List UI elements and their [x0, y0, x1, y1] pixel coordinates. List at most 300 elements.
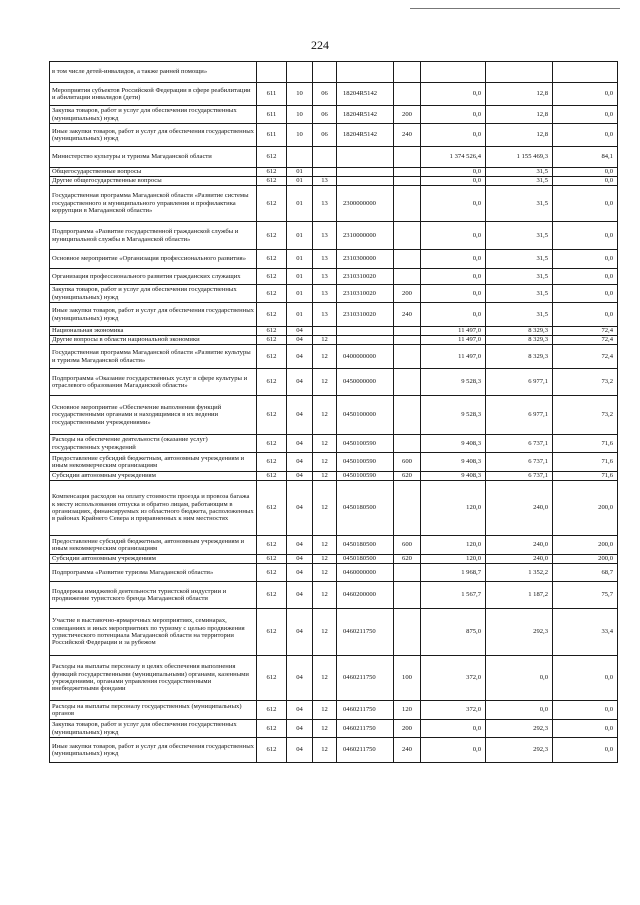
- cell-percent: 0,0: [553, 285, 618, 303]
- cell-plan: 0,0: [421, 250, 486, 269]
- table-row: [50, 481, 618, 536]
- cell-admin-code: 612: [257, 435, 287, 453]
- cell-subsection: 12: [313, 555, 337, 564]
- cell-subsection: 13: [313, 285, 337, 303]
- cell-subsection: [313, 62, 337, 83]
- cell-target-article: 0460211750: [337, 701, 394, 720]
- cell-subsection: 06: [313, 124, 337, 147]
- cell-expense-type: 620: [394, 472, 421, 481]
- cell-percent: 75,7: [553, 582, 618, 609]
- cell-target-article: [337, 168, 394, 177]
- cell-expense-type: [394, 396, 421, 435]
- cell-plan: 9 408,3: [421, 435, 486, 453]
- cell-target-article: 0400000000: [337, 345, 394, 369]
- cell-section: 04: [287, 396, 313, 435]
- cell-admin-code: 612: [257, 555, 287, 564]
- cell-percent: 71,6: [553, 435, 618, 453]
- cell-subsection: 12: [313, 472, 337, 481]
- cell-admin-code: 612: [257, 250, 287, 269]
- cell-expense-type: 200: [394, 285, 421, 303]
- cell-target-article: 0460000000: [337, 564, 394, 582]
- table-row: [50, 582, 618, 609]
- cell-percent: 0,0: [553, 720, 618, 738]
- cell-target-article: 0450000000: [337, 369, 394, 396]
- cell-plan: 11 497,0: [421, 345, 486, 369]
- cell-target-article: 0450100590: [337, 435, 394, 453]
- cell-section: 04: [287, 609, 313, 656]
- cell-admin-code: 612: [257, 738, 287, 763]
- cell-executed: 31,5: [486, 177, 553, 186]
- budget-table: [49, 61, 618, 763]
- cell-target-article: [337, 327, 394, 336]
- cell-subsection: 13: [313, 186, 337, 222]
- cell-admin-code: 612: [257, 564, 287, 582]
- table-row: [50, 168, 618, 177]
- cell-admin-code: 612: [257, 720, 287, 738]
- cell-target-article: 2310310020: [337, 269, 394, 285]
- cell-expense-type: [394, 564, 421, 582]
- cell-admin-code: [257, 62, 287, 83]
- cell-admin-code: 612: [257, 222, 287, 250]
- cell-expense-type: 240: [394, 303, 421, 327]
- cell-expense-type: 600: [394, 453, 421, 472]
- table-row: [50, 83, 618, 106]
- cell-section: 04: [287, 536, 313, 555]
- cell-name: Общегосударственные вопросы: [50, 168, 257, 177]
- cell-percent: 72,4: [553, 327, 618, 336]
- cell-plan: 0,0: [421, 720, 486, 738]
- cell-section: 04: [287, 435, 313, 453]
- table-row: [50, 186, 618, 222]
- table-row: [50, 564, 618, 582]
- cell-subsection: 12: [313, 336, 337, 345]
- cell-executed: 292,3: [486, 738, 553, 763]
- cell-section: 04: [287, 656, 313, 701]
- cell-expense-type: [394, 168, 421, 177]
- cell-subsection: 12: [313, 396, 337, 435]
- cell-admin-code: 612: [257, 336, 287, 345]
- cell-section: 01: [287, 177, 313, 186]
- cell-name: Мероприятия субъектов Российской Федерации в сфере реабилитации и абилитации инвалидов (дети): [50, 83, 257, 106]
- table-row: [50, 345, 618, 369]
- cell-expense-type: 120: [394, 701, 421, 720]
- cell-executed: 1 352,2: [486, 564, 553, 582]
- table-row: [50, 250, 618, 269]
- cell-admin-code: 612: [257, 481, 287, 536]
- cell-subsection: 13: [313, 250, 337, 269]
- cell-subsection: 06: [313, 106, 337, 124]
- cell-expense-type: [394, 609, 421, 656]
- cell-section: 04: [287, 369, 313, 396]
- cell-name: Субсидии автономным учреждениям: [50, 472, 257, 481]
- cell-admin-code: 612: [257, 327, 287, 336]
- table-row: [50, 336, 618, 345]
- cell-plan: 120,0: [421, 536, 486, 555]
- cell-percent: 0,0: [553, 177, 618, 186]
- table-row: [50, 656, 618, 701]
- cell-expense-type: 200: [394, 106, 421, 124]
- cell-section: 04: [287, 472, 313, 481]
- cell-name: Иные закупки товаров, работ и услуг для обеспечения государственных (муниципальных) нужд: [50, 303, 257, 327]
- cell-admin-code: 612: [257, 582, 287, 609]
- cell-plan: 372,0: [421, 701, 486, 720]
- cell-name: Подпрограмма «Развитие туризма Магаданской области»: [50, 564, 257, 582]
- cell-executed: 31,5: [486, 303, 553, 327]
- cell-expense-type: [394, 250, 421, 269]
- cell-subsection: 12: [313, 701, 337, 720]
- cell-subsection: 12: [313, 609, 337, 656]
- cell-admin-code: 612: [257, 396, 287, 435]
- cell-percent: 0,0: [553, 738, 618, 763]
- cell-plan: 0,0: [421, 106, 486, 124]
- cell-executed: 6 737,1: [486, 472, 553, 481]
- cell-executed: 31,5: [486, 168, 553, 177]
- table-row: [50, 269, 618, 285]
- cell-plan: 120,0: [421, 481, 486, 536]
- table-row: [50, 177, 618, 186]
- cell-name: Поддержка имиджевой деятельности туристской индустрии и продвижение туристского бренда Магаданской области: [50, 582, 257, 609]
- cell-admin-code: 611: [257, 83, 287, 106]
- cell-admin-code: 612: [257, 345, 287, 369]
- cell-subsection: 12: [313, 481, 337, 536]
- cell-percent: 71,6: [553, 453, 618, 472]
- cell-plan: 120,0: [421, 555, 486, 564]
- cell-percent: 0,0: [553, 168, 618, 177]
- cell-section: 01: [287, 168, 313, 177]
- cell-section: [287, 62, 313, 83]
- cell-percent: 0,0: [553, 269, 618, 285]
- cell-target-article: 18204R5142: [337, 83, 394, 106]
- cell-name: Закупка товаров, работ и услуг для обеспечения государственных (муниципальных) нужд: [50, 285, 257, 303]
- table-row: [50, 738, 618, 763]
- cell-executed: 31,5: [486, 285, 553, 303]
- cell-target-article: 2300000000: [337, 186, 394, 222]
- cell-expense-type: 240: [394, 124, 421, 147]
- cell-percent: 0,0: [553, 106, 618, 124]
- cell-plan: 0,0: [421, 124, 486, 147]
- cell-subsection: 12: [313, 656, 337, 701]
- cell-admin-code: 612: [257, 269, 287, 285]
- cell-plan: 0,0: [421, 222, 486, 250]
- cell-target-article: 18204R5142: [337, 124, 394, 147]
- cell-executed: 31,5: [486, 222, 553, 250]
- table-row: [50, 701, 618, 720]
- cell-section: 04: [287, 336, 313, 345]
- cell-plan: 9 408,3: [421, 453, 486, 472]
- scan-edge-line: [410, 8, 620, 9]
- cell-percent: 0,0: [553, 124, 618, 147]
- cell-executed: 0,0: [486, 701, 553, 720]
- cell-target-article: 0460200000: [337, 582, 394, 609]
- cell-section: 04: [287, 555, 313, 564]
- cell-expense-type: 200: [394, 720, 421, 738]
- cell-percent: 0,0: [553, 656, 618, 701]
- cell-executed: 6 977,1: [486, 369, 553, 396]
- cell-target-article: 0460211750: [337, 656, 394, 701]
- table-row: [50, 369, 618, 396]
- cell-plan: 875,0: [421, 609, 486, 656]
- cell-section: 01: [287, 285, 313, 303]
- table-row: [50, 555, 618, 564]
- cell-target-article: 2310310020: [337, 303, 394, 327]
- cell-executed: 8 329,3: [486, 336, 553, 345]
- cell-executed: 8 329,3: [486, 345, 553, 369]
- cell-admin-code: 612: [257, 147, 287, 168]
- cell-executed: 31,5: [486, 186, 553, 222]
- cell-percent: [553, 62, 618, 83]
- cell-name: Расходы на обеспечение деятельности (оказание услуг) государственных учреждений: [50, 435, 257, 453]
- cell-executed: 0,0: [486, 656, 553, 701]
- cell-percent: 84,1: [553, 147, 618, 168]
- cell-subsection: 13: [313, 222, 337, 250]
- cell-expense-type: 100: [394, 656, 421, 701]
- cell-section: 01: [287, 269, 313, 285]
- cell-expense-type: [394, 62, 421, 83]
- cell-section: 04: [287, 481, 313, 536]
- cell-admin-code: 612: [257, 536, 287, 555]
- cell-subsection: 12: [313, 564, 337, 582]
- cell-target-article: 0450180500: [337, 481, 394, 536]
- cell-subsection: 13: [313, 303, 337, 327]
- table-row: [50, 435, 618, 453]
- cell-admin-code: 612: [257, 609, 287, 656]
- cell-section: [287, 147, 313, 168]
- cell-plan: 1 968,7: [421, 564, 486, 582]
- cell-name: Иные закупки товаров, работ и услуг для обеспечения государственных (муниципальных) нужд: [50, 738, 257, 763]
- cell-executed: 31,5: [486, 269, 553, 285]
- cell-subsection: [313, 147, 337, 168]
- cell-section: 04: [287, 345, 313, 369]
- cell-name: Расходы на выплаты персоналу в целях обеспечения выполнения функций государственными (муниципальными) органами, казенными учреждениями, органами управления государственными внебюджетными фондами: [50, 656, 257, 701]
- table-row: [50, 285, 618, 303]
- cell-expense-type: [394, 177, 421, 186]
- cell-plan: 0,0: [421, 168, 486, 177]
- cell-section: 04: [287, 738, 313, 763]
- cell-admin-code: 612: [257, 369, 287, 396]
- cell-target-article: 0460211750: [337, 609, 394, 656]
- cell-section: 04: [287, 327, 313, 336]
- cell-target-article: 0450180500: [337, 555, 394, 564]
- cell-section: 01: [287, 250, 313, 269]
- cell-plan: 11 497,0: [421, 327, 486, 336]
- cell-executed: [486, 62, 553, 83]
- cell-executed: 240,0: [486, 555, 553, 564]
- cell-subsection: 13: [313, 177, 337, 186]
- cell-target-article: [337, 336, 394, 345]
- cell-subsection: 12: [313, 720, 337, 738]
- cell-expense-type: 620: [394, 555, 421, 564]
- cell-admin-code: 612: [257, 472, 287, 481]
- cell-plan: 0,0: [421, 269, 486, 285]
- cell-target-article: 2310300000: [337, 250, 394, 269]
- cell-expense-type: [394, 336, 421, 345]
- cell-executed: 12,8: [486, 124, 553, 147]
- cell-percent: 33,4: [553, 609, 618, 656]
- cell-target-article: 2310000000: [337, 222, 394, 250]
- cell-percent: 0,0: [553, 701, 618, 720]
- cell-plan: 1 374 526,4: [421, 147, 486, 168]
- cell-target-article: 2310310020: [337, 285, 394, 303]
- cell-target-article: 0460211750: [337, 738, 394, 763]
- table-row: [50, 124, 618, 147]
- cell-section: 10: [287, 124, 313, 147]
- cell-executed: 6 737,1: [486, 453, 553, 472]
- cell-target-article: 0450100590: [337, 453, 394, 472]
- cell-executed: 6 977,1: [486, 396, 553, 435]
- cell-percent: 200,0: [553, 536, 618, 555]
- cell-percent: 68,7: [553, 564, 618, 582]
- cell-plan: 9 408,3: [421, 472, 486, 481]
- cell-section: 04: [287, 453, 313, 472]
- cell-percent: 73,2: [553, 369, 618, 396]
- table-row: [50, 453, 618, 472]
- table-row: [50, 303, 618, 327]
- cell-admin-code: 612: [257, 453, 287, 472]
- cell-name: Субсидии автономным учреждениям: [50, 555, 257, 564]
- cell-section: 01: [287, 222, 313, 250]
- cell-percent: 0,0: [553, 186, 618, 222]
- cell-admin-code: 612: [257, 656, 287, 701]
- cell-executed: 12,8: [486, 83, 553, 106]
- cell-section: 01: [287, 303, 313, 327]
- cell-expense-type: [394, 147, 421, 168]
- cell-target-article: [337, 177, 394, 186]
- cell-executed: 1 155 469,3: [486, 147, 553, 168]
- cell-name: Основное мероприятие «Обеспечение выполнения функций государственными органами и находящимися в их ведении государственными учреждениями»: [50, 396, 257, 435]
- cell-executed: 1 187,2: [486, 582, 553, 609]
- cell-name: Основное мероприятие «Организация профессионального развития»: [50, 250, 257, 269]
- cell-section: 04: [287, 564, 313, 582]
- cell-percent: 0,0: [553, 250, 618, 269]
- cell-name: Предоставление субсидий бюджетным, автономным учреждениям и иным некоммерческим организациям: [50, 536, 257, 555]
- cell-target-article: 0460211750: [337, 720, 394, 738]
- cell-admin-code: 612: [257, 701, 287, 720]
- cell-executed: 292,3: [486, 609, 553, 656]
- cell-subsection: 12: [313, 453, 337, 472]
- cell-subsection: 12: [313, 345, 337, 369]
- cell-admin-code: 611: [257, 106, 287, 124]
- cell-name: Министерство культуры и туризма Магаданской области: [50, 147, 257, 168]
- cell-percent: 72,4: [553, 345, 618, 369]
- cell-plan: 9 528,3: [421, 369, 486, 396]
- cell-percent: 200,0: [553, 555, 618, 564]
- cell-name: Иные закупки товаров, работ и услуг для обеспечения государственных (муниципальных) нужд: [50, 124, 257, 147]
- cell-section: 04: [287, 701, 313, 720]
- cell-expense-type: [394, 327, 421, 336]
- cell-name: Другие общегосударственные вопросы: [50, 177, 257, 186]
- cell-percent: 0,0: [553, 222, 618, 250]
- cell-target-article: 0450180500: [337, 536, 394, 555]
- table-body: [50, 62, 618, 763]
- cell-expense-type: [394, 435, 421, 453]
- cell-section: 01: [287, 186, 313, 222]
- cell-name: Государственная программа Магаданской области «Развитие культуры и туризма Магаданской области»: [50, 345, 257, 369]
- cell-admin-code: 612: [257, 186, 287, 222]
- cell-plan: 11 497,0: [421, 336, 486, 345]
- cell-plan: 0,0: [421, 738, 486, 763]
- cell-plan: 9 528,3: [421, 396, 486, 435]
- cell-name: Другие вопросы в области национальной экономики: [50, 336, 257, 345]
- table-row: [50, 720, 618, 738]
- cell-name: Предоставление субсидий бюджетным, автономным учреждениям и иным некоммерческим организациям: [50, 453, 257, 472]
- cell-admin-code: 611: [257, 124, 287, 147]
- cell-subsection: 13: [313, 269, 337, 285]
- table-row: [50, 222, 618, 250]
- cell-admin-code: 612: [257, 168, 287, 177]
- cell-expense-type: [394, 186, 421, 222]
- cell-percent: 0,0: [553, 83, 618, 106]
- cell-plan: [421, 62, 486, 83]
- cell-name: Закупка товаров, работ и услуг для обеспечения государственных (муниципальных) нужд: [50, 106, 257, 124]
- cell-name: Участие в выставочно-ярмарочных мероприятиях, семинарах, совещаниях и иных мероприятиях по туризму с целью продвижения туристического потенциала Магаданской области на территории Российской Федерации и за рубежом: [50, 609, 257, 656]
- cell-expense-type: [394, 582, 421, 609]
- cell-plan: 0,0: [421, 186, 486, 222]
- cell-name: Организация профессионального развития гражданских служащих: [50, 269, 257, 285]
- cell-executed: 8 329,3: [486, 327, 553, 336]
- cell-subsection: 12: [313, 369, 337, 396]
- cell-percent: 73,2: [553, 396, 618, 435]
- table-row: [50, 396, 618, 435]
- cell-expense-type: [394, 481, 421, 536]
- page-number: 224: [311, 38, 329, 52]
- cell-plan: 0,0: [421, 285, 486, 303]
- cell-admin-code: 612: [257, 285, 287, 303]
- cell-target-article: 0450100590: [337, 472, 394, 481]
- cell-section: 10: [287, 83, 313, 106]
- cell-name: Компенсация расходов на оплату стоимости проезда и провоза багажа к месту использования отпуска и обратно лицам, работающим в организациях, финансируемых из областного бюджета, расположенных в районах Крайнего Севера и приравненных к ним местностях: [50, 481, 257, 536]
- cell-subsection: 12: [313, 738, 337, 763]
- table-row: [50, 536, 618, 555]
- cell-subsection: 12: [313, 582, 337, 609]
- cell-name: Подпрограмма «Оказание государственных услуг в сфере культуры и отраслевого образования Магаданской области»: [50, 369, 257, 396]
- cell-percent: 72,4: [553, 336, 618, 345]
- cell-percent: 71,6: [553, 472, 618, 481]
- cell-name: Расходы на выплаты персоналу государственных (муниципальных) органов: [50, 701, 257, 720]
- cell-name: Подпрограмма «Развитие государственной гражданской службы и муниципальной службы в Магаданской области»: [50, 222, 257, 250]
- cell-expense-type: 600: [394, 536, 421, 555]
- cell-expense-type: 240: [394, 738, 421, 763]
- cell-target-article: [337, 62, 394, 83]
- cell-name: Закупка товаров, работ и услуг для обеспечения государственных (муниципальных) нужд: [50, 720, 257, 738]
- cell-plan: 0,0: [421, 177, 486, 186]
- cell-target-article: 18204R5142: [337, 106, 394, 124]
- cell-subsection: [313, 168, 337, 177]
- cell-admin-code: 612: [257, 177, 287, 186]
- cell-executed: 292,3: [486, 720, 553, 738]
- cell-section: 04: [287, 582, 313, 609]
- table-row: [50, 106, 618, 124]
- cell-target-article: [337, 147, 394, 168]
- cell-executed: 6 737,1: [486, 435, 553, 453]
- cell-subsection: [313, 327, 337, 336]
- cell-percent: 200,0: [553, 481, 618, 536]
- table-row: [50, 609, 618, 656]
- cell-expense-type: [394, 369, 421, 396]
- cell-plan: 1 567,7: [421, 582, 486, 609]
- cell-name: Национальная экономика: [50, 327, 257, 336]
- cell-section: 10: [287, 106, 313, 124]
- table-row: [50, 62, 618, 83]
- cell-expense-type: [394, 269, 421, 285]
- table-row: [50, 327, 618, 336]
- cell-executed: 12,8: [486, 106, 553, 124]
- cell-section: 04: [287, 720, 313, 738]
- cell-executed: 240,0: [486, 536, 553, 555]
- cell-percent: 0,0: [553, 303, 618, 327]
- cell-executed: 31,5: [486, 250, 553, 269]
- cell-expense-type: [394, 345, 421, 369]
- cell-executed: 240,0: [486, 481, 553, 536]
